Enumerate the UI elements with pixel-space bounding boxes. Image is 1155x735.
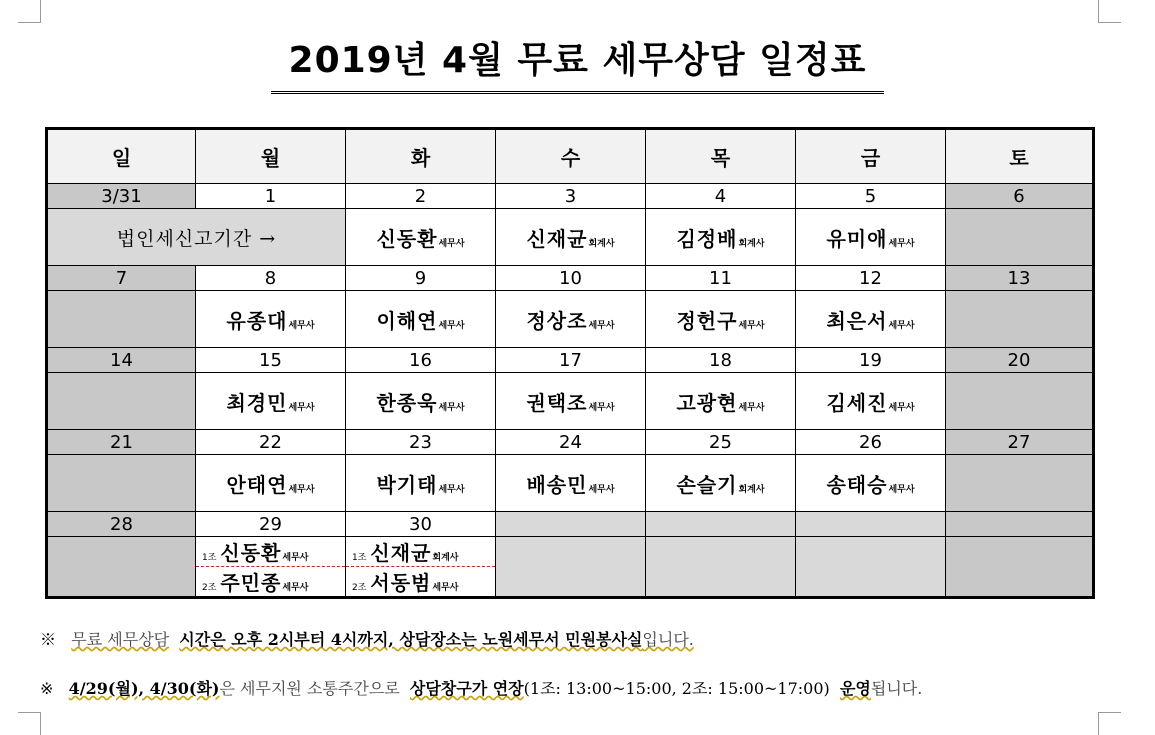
consultant-name: 김정배 [676,226,738,251]
empty-weekend-cell [47,291,196,348]
consultant-name: 유미애 [826,226,888,251]
entry-row [47,373,1094,430]
consultant-name: 배송민 [526,472,588,497]
empty-weekend-cell [946,537,1094,598]
shift-group-2 [346,567,495,597]
consultant-role: 세무사 [432,583,459,593]
consultant-name: 김세진 [826,390,888,415]
date-cell: 8 [196,266,346,291]
consultant-cell [496,291,646,348]
consultant-cell [646,373,796,430]
date-cell: 21 [47,430,196,455]
date-cell: 19 [796,348,946,373]
empty-date-cell [496,512,646,537]
empty-date-cell [796,512,946,537]
consultant-role: 세무사 [282,583,309,593]
consultant-name: 최경민 [226,390,288,415]
consultant-name: 신동환 [376,226,438,251]
empty-weekend-cell [946,209,1094,266]
consultant-name: 주민종 [220,571,282,595]
consultant-name: 최은서 [826,308,888,333]
empty-cell [646,537,796,598]
corner-mark-bottom-right [1098,712,1121,735]
page-title: 2019년 4월 무료 세무상담 일정표 [271,32,885,94]
date-row [47,266,1094,291]
date-row [47,348,1094,373]
empty-weekend-cell [946,455,1094,512]
weekday-thu: 목 [646,129,796,184]
consultant-role: 회계사 [738,238,765,249]
weekday-mon: 월 [196,129,346,184]
consultant-cell [496,455,646,512]
consultant-role: 세무사 [588,402,615,413]
date-cell: 4 [646,184,796,209]
consultant-role: 세무사 [888,402,915,413]
note1-part-c: 입니다. [642,630,694,649]
consultant-role: 세무사 [588,320,615,331]
date-cell: 3 [496,184,646,209]
consultant-cell [796,455,946,512]
split-shift-cell [196,537,346,598]
date-cell: 18 [646,348,796,373]
note-mark: ※ [40,679,54,698]
date-cell: 16 [346,348,496,373]
weekday-wed: 수 [496,129,646,184]
consultant-cell [796,209,946,266]
date-cell: 10 [496,266,646,291]
note2-part-a: 4/29(월), 4/30(화) [68,679,220,698]
consultant-role: 세무사 [288,320,315,331]
note1-part-a: 무료 세무상담 [71,630,170,649]
consultant-cell [196,291,346,348]
shift-group-1 [196,537,345,567]
consultant-name: 정상조 [526,308,588,333]
consultant-role: 세무사 [588,484,615,495]
group-label: 2조 [202,583,217,593]
note-extended-hours [40,676,922,699]
consultant-role: 세무사 [438,402,465,413]
weekday-tue: 화 [346,129,496,184]
date-cell: 5 [796,184,946,209]
date-cell: 26 [796,430,946,455]
date-cell: 22 [196,430,346,455]
date-cell: 1 [196,184,346,209]
consultant-name: 송태승 [826,472,888,497]
date-row [47,430,1094,455]
weekday-header-row [47,129,1094,184]
note-mark: ※ [40,630,57,649]
consultant-cell [346,291,496,348]
corporate-tax-period-label: 법인세신고기간 → [116,227,277,250]
date-cell: 9 [346,266,496,291]
consultant-role: 회계사 [738,484,765,495]
date-cell: 6 [946,184,1094,209]
consultant-role: 세무사 [438,484,465,495]
empty-weekend-cell [946,291,1094,348]
shift-group-2 [196,567,345,597]
empty-weekend-cell [47,537,196,598]
consultant-cell [796,373,946,430]
empty-date-cell [646,512,796,537]
shift-group-1 [346,537,495,567]
split-shift-table [196,537,345,596]
consultant-role: 세무사 [438,238,465,249]
empty-weekend-cell [47,455,196,512]
date-row [47,184,1094,209]
note1-part-b: 시간은 오후 2시부터 4시까지, 상담장소는 노원세무서 민원봉사실 [179,630,643,649]
date-cell: 20 [946,348,1094,373]
corner-mark-bottom-left [18,712,41,735]
note2-part-c: 상담창구가 연장 [409,679,524,698]
date-cell: 28 [47,512,196,537]
date-cell: 14 [47,348,196,373]
consultant-cell [646,455,796,512]
consultant-role: 세무사 [438,320,465,331]
date-cell: 30 [346,512,496,537]
consultant-cell [646,209,796,266]
group-label: 1조 [352,553,367,563]
consultant-cell [796,291,946,348]
date-cell: 25 [646,430,796,455]
consultant-name: 박기태 [376,472,438,497]
consultant-role: 세무사 [288,402,315,413]
consultant-name: 신재균 [370,541,432,565]
consultant-role: 세무사 [738,320,765,331]
consultant-cell [496,373,646,430]
entry-row [47,537,1094,598]
note2-part-e: 운영 [839,679,871,698]
weekday-sat: 토 [946,129,1094,184]
date-cell: 3/31 [47,184,196,209]
consultant-name: 서동범 [370,571,432,595]
consultant-cell [496,209,646,266]
consultant-name: 한종욱 [376,390,438,415]
consultant-name: 이해연 [376,308,438,333]
corner-mark-top-left [18,0,41,23]
empty-weekend-cell [946,373,1094,430]
consultant-name: 정헌구 [676,308,738,333]
date-cell: 12 [796,266,946,291]
consultant-cell [646,291,796,348]
note2-part-f: 됩니다. [870,679,923,698]
consultant-cell [346,455,496,512]
weekday-fri: 금 [796,129,946,184]
date-cell: 2 [346,184,496,209]
corner-mark-top-right [1098,0,1121,23]
consultant-name: 안태연 [226,472,288,497]
consultant-role: 회계사 [432,553,459,563]
empty-cell [496,537,646,598]
date-cell: 13 [946,266,1094,291]
consultant-role: 세무사 [288,484,315,495]
date-cell: 17 [496,348,646,373]
note2-part-b: 은 세무지원 소통주간으로 [219,679,400,698]
consultant-cell [346,373,496,430]
date-cell: 24 [496,430,646,455]
date-cell: 15 [196,348,346,373]
date-row [47,512,1094,537]
consultant-cell [196,373,346,430]
page-title-wrap [0,32,1155,94]
empty-cell [796,537,946,598]
split-shift-cell [346,537,496,598]
empty-weekend-cell [47,373,196,430]
entry-row [47,291,1094,348]
empty-date-cell [946,512,1094,537]
date-cell: 27 [946,430,1094,455]
schedule-table [45,127,1095,599]
consultant-role: 세무사 [888,484,915,495]
consultant-name: 신재균 [526,226,588,251]
consultant-name: 유종대 [226,308,288,333]
consultant-role: 세무사 [282,553,309,563]
consultant-name: 권택조 [526,390,588,415]
entry-row [47,209,1094,266]
consultant-name: 고광현 [676,390,738,415]
consultant-cell [196,455,346,512]
date-cell: 7 [47,266,196,291]
consultant-cell [346,209,496,266]
note-consultation-hours [40,627,694,650]
consultant-role: 회계사 [588,238,615,249]
consultant-name: 신동환 [220,541,282,565]
group-label: 1조 [202,553,217,563]
date-cell: 11 [646,266,796,291]
consultant-role: 세무사 [738,402,765,413]
consultant-role: 세무사 [888,320,915,331]
consultant-role: 세무사 [888,238,915,249]
group-label: 2조 [352,583,367,593]
weekday-sun: 일 [47,129,196,184]
split-shift-table [346,537,495,596]
entry-row [47,455,1094,512]
corporate-tax-period-cell [47,209,346,266]
date-cell: 29 [196,512,346,537]
date-cell: 23 [346,430,496,455]
note2-part-d: (1조: 13:00~15:00, 2조: 15:00~17:00) [523,679,830,698]
consultant-name: 손슬기 [676,472,738,497]
